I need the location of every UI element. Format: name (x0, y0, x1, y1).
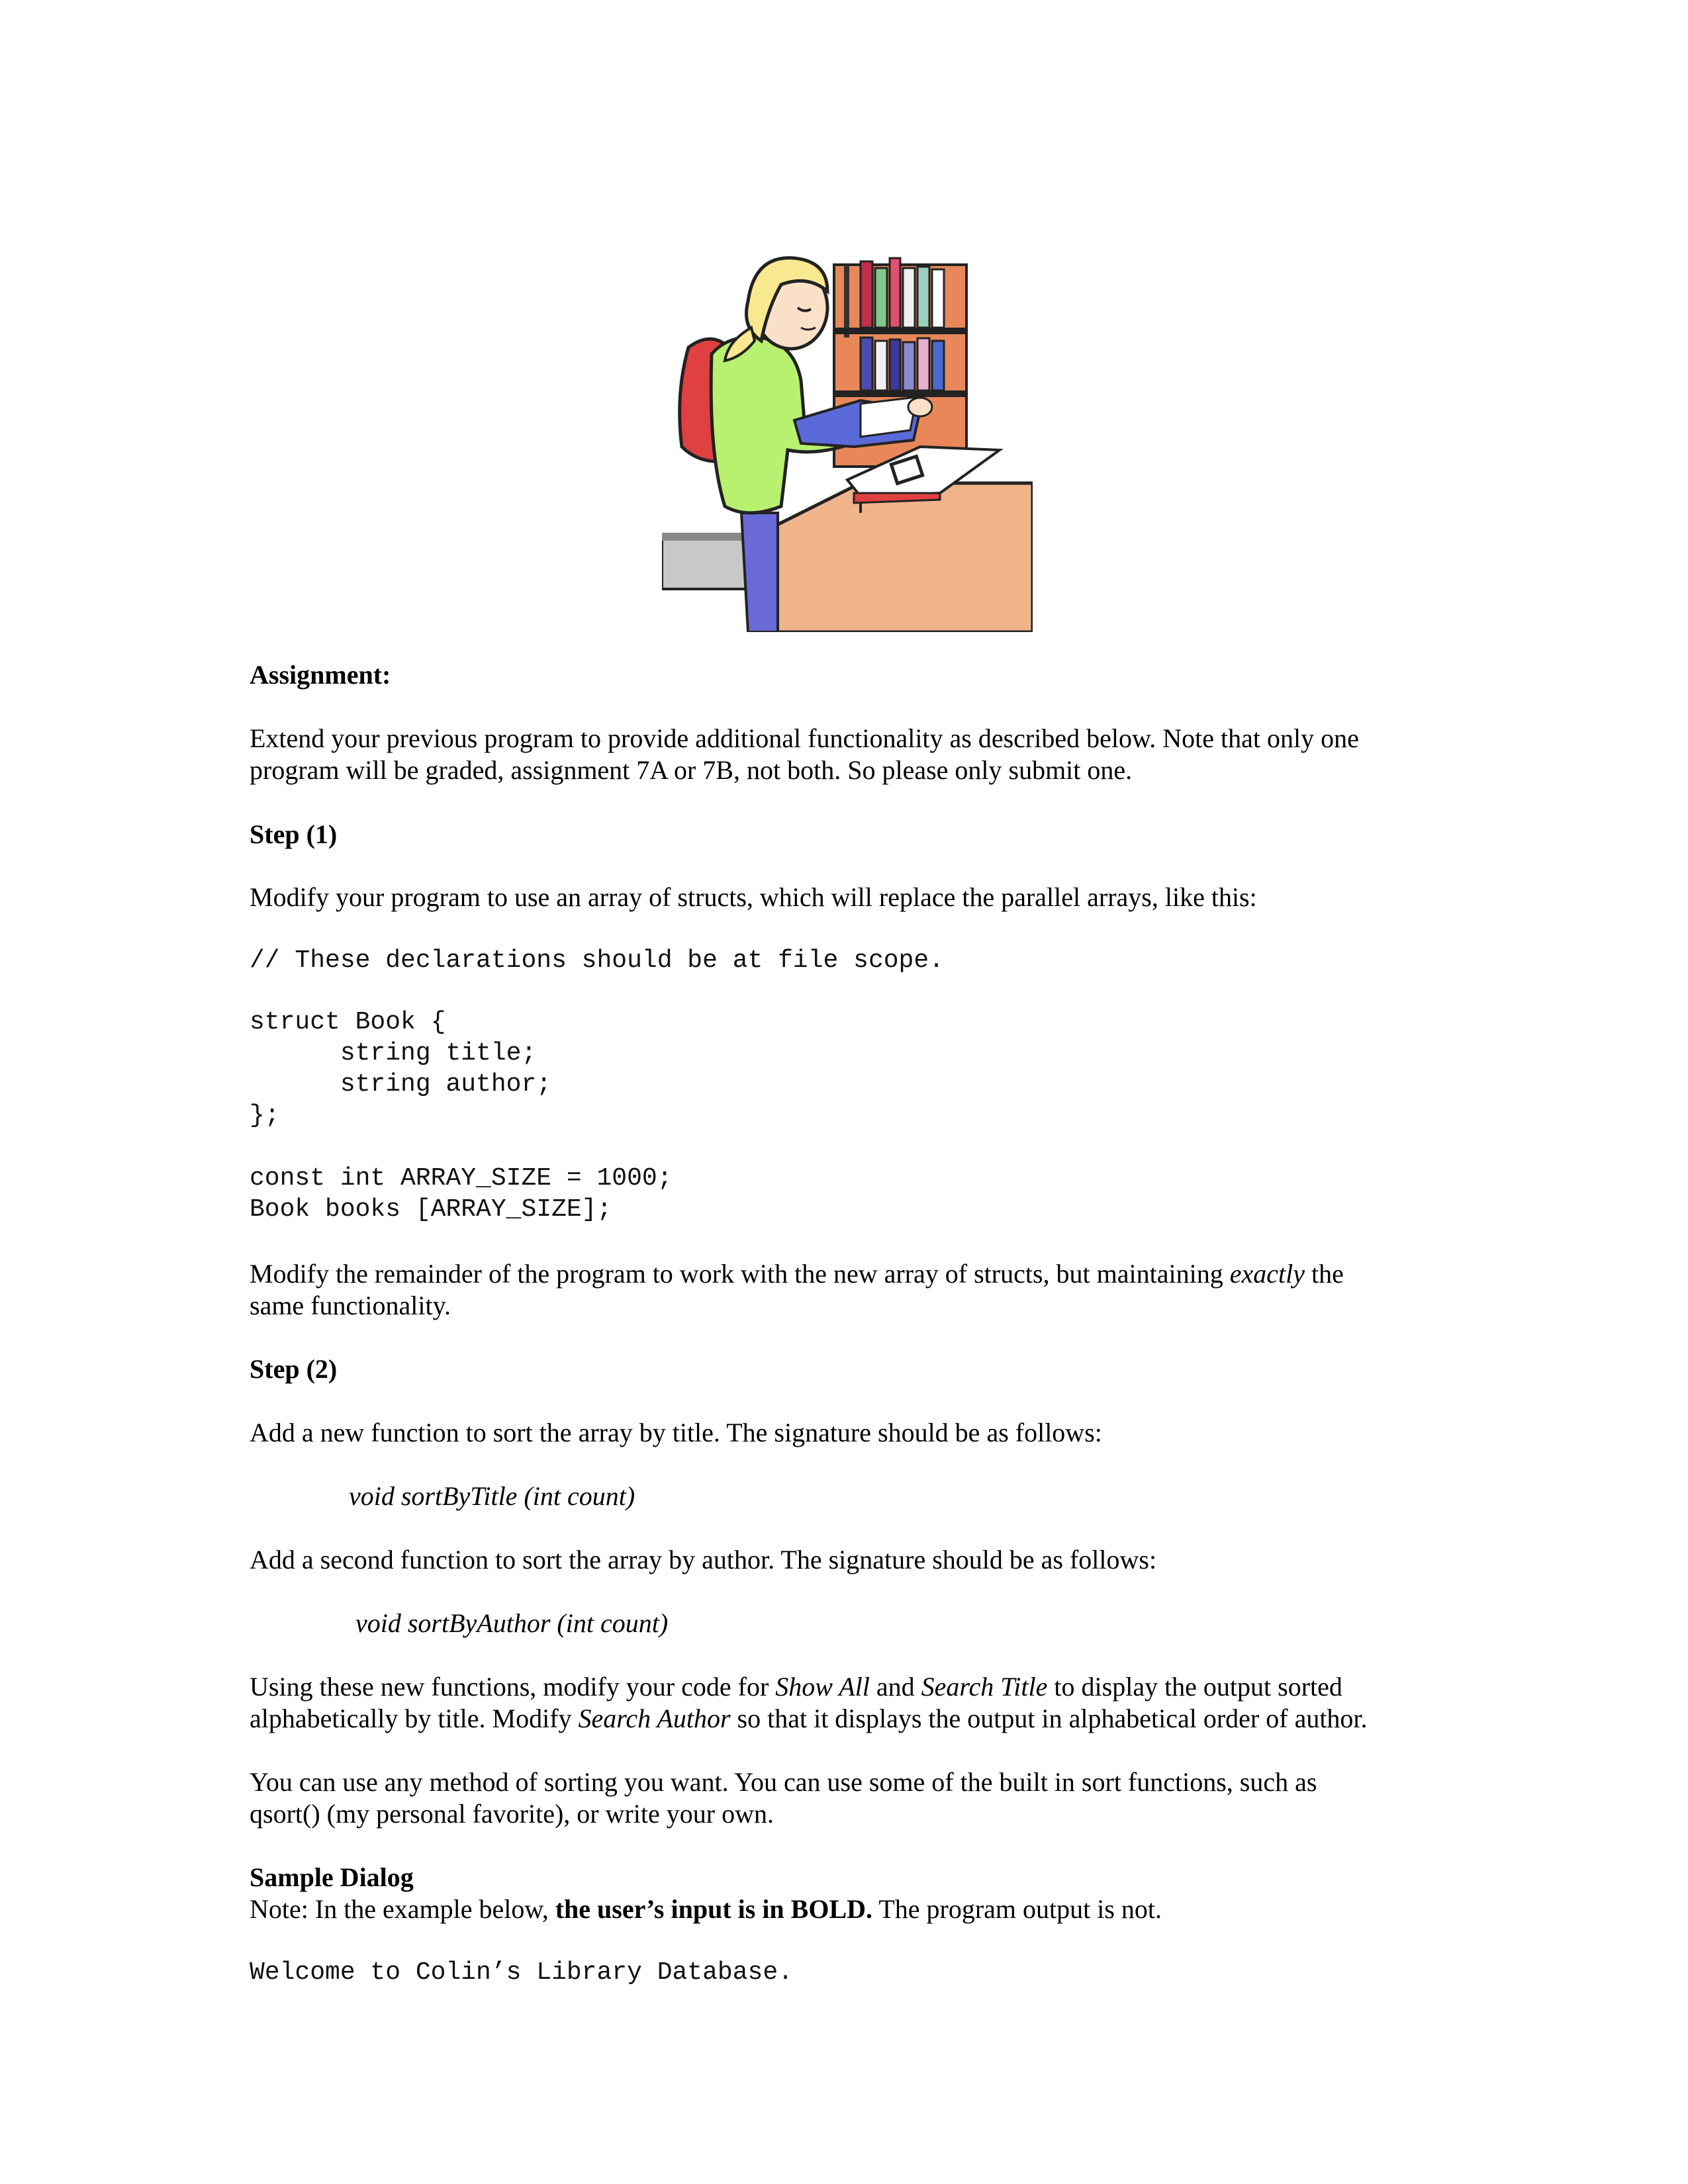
code-field-author: string author; (250, 1070, 552, 1099)
assignment-intro-line-2: program will be graded, assignment 7A or 7B, not both. So please only submit one. (250, 755, 1133, 785)
search-author-term: Search Author (578, 1704, 731, 1733)
usage-and: and (869, 1672, 921, 1702)
remainder-text: Modify the remainder of the program to work with the new array of structs, but maintaining (250, 1259, 1230, 1289)
girl-reading-library-clipart-icon (662, 228, 1033, 632)
assignment-heading: Assignment: (250, 660, 391, 690)
usage-text-end: to display the output sorted (1047, 1672, 1342, 1702)
step-1-remainder-line-1 (250, 1258, 1441, 1290)
code-struct-open: struct Book { (250, 1008, 446, 1036)
usage-text: Using these new functions, modify your code for (250, 1672, 776, 1702)
note-text: Note: In the example below, (250, 1894, 555, 1924)
note-bold: the user’s input is in BOLD. (555, 1894, 873, 1924)
sorting-line-1: You can use any method of sorting you want. You can use some of the built in sort functions, such as (250, 1767, 1317, 1797)
usage-line-2 (250, 1703, 1441, 1735)
sample-dialog-heading: Sample Dialog (250, 1862, 414, 1892)
welcome-output: Welcome to Colin’s Library Database. (250, 1958, 793, 1987)
code-array-decl: Book books [ARRAY_SIZE]; (250, 1195, 612, 1224)
usage-line-1 (250, 1671, 1441, 1703)
code-const-decl: const int ARRAY_SIZE = 1000; (250, 1164, 673, 1193)
note-text-end: The program output is not. (872, 1894, 1162, 1924)
sort-by-author-signature: void sortByAuthor (int count) (355, 1608, 669, 1638)
step-1-remainder-line-2: same functionality. (250, 1291, 451, 1320)
step-1-instruction: Modify your program to use an array of structs, which will replace the parallel arrays, like this: (250, 882, 1257, 912)
remainder-emphasis: exactly (1229, 1259, 1305, 1289)
assignment-intro-line-1: Extend your previous program to provide additional functionality as described below. Note that only one (250, 723, 1359, 753)
step-2-heading: Step (2) (250, 1354, 338, 1384)
remainder-text-end: the (1304, 1259, 1344, 1289)
usage-line-2-end: so that it displays the output in alphabetical order of author. (730, 1704, 1368, 1733)
code-field-title: string title; (250, 1039, 537, 1068)
code-struct-close: }; (250, 1101, 280, 1130)
step-1-heading: Step (1) (250, 819, 338, 849)
usage-line-2-text: alphabetically by title. Modify (250, 1704, 579, 1733)
search-title-term: Search Title (921, 1672, 1048, 1702)
sort-author-intro: Add a second function to sort the array by author. The signature should be as follows: (250, 1545, 1157, 1574)
sample-dialog-note (250, 1893, 1441, 1925)
show-all-term: Show All (775, 1672, 870, 1702)
sort-title-intro: Add a new function to sort the array by title. The signature should be as follows: (250, 1418, 1102, 1447)
sort-by-title-signature: void sortByTitle (int count) (349, 1481, 635, 1511)
code-comment: // These declarations should be at file scope. (250, 946, 944, 975)
sorting-line-2: qsort() (my personal favorite), or write your own. (250, 1799, 774, 1829)
